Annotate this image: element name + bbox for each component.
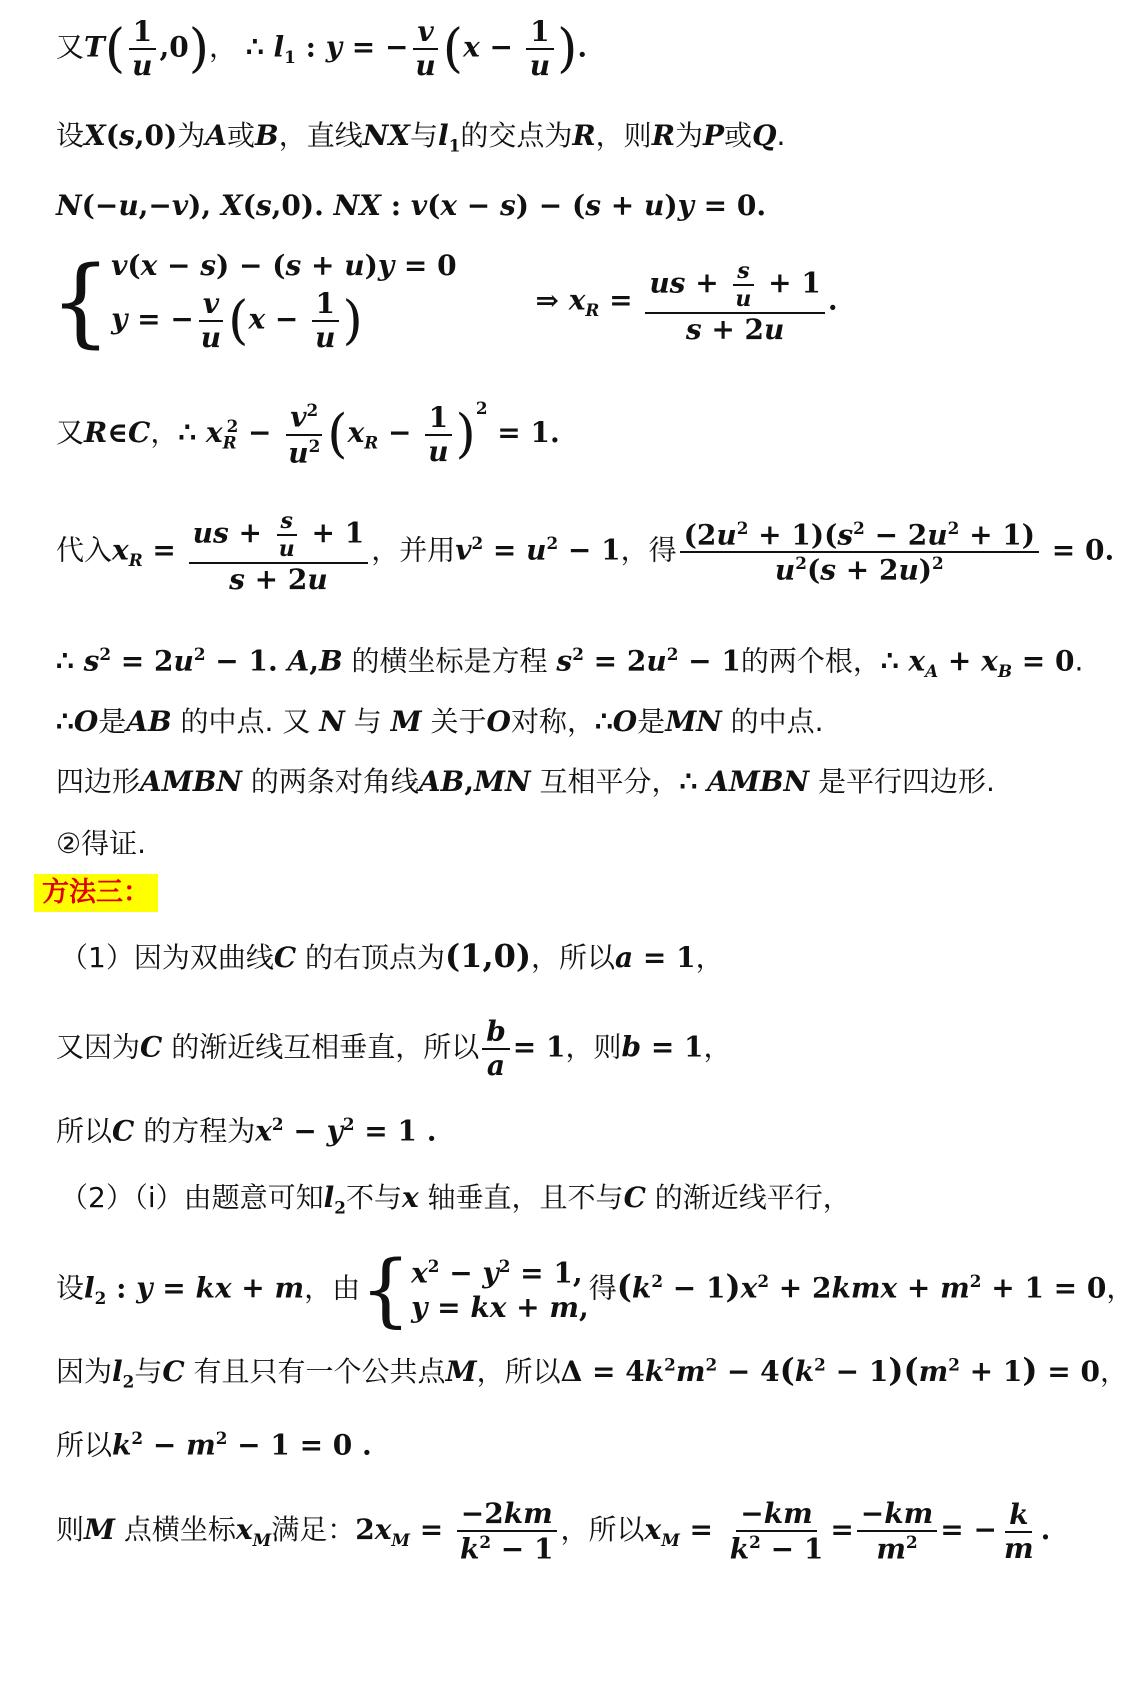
line-7: ∴ $s^2 = 2u^2 - 1$. A,B 的横坐标是方程 $s^2 = 2u^2 - 1$的两个根，∴ $x_A + x_B = 0$.: [56, 644, 1084, 681]
line-15: 设$l_2$ : y = kx + m，由{ $x^2 - y^2 = 1$, y = kx + m, 得$(k^2 - 1)x^2 + 2kmx + m^2 + 1 = 0$，: [56, 1243, 1134, 1336]
line-2: 设X(s,0)为A或B，直线NX与$l_1$的交点为R，则R为P或Q.: [56, 119, 786, 156]
line-9: 四边形AMBN 的两条对角线AB,MN 互相平分，∴ AMBN 是平行四边形.: [56, 765, 995, 798]
line-17: 所以$k^2 - m^2 - 1 = 0$ .: [56, 1428, 372, 1462]
line-14: （2）（ⅰ）由题意可知$l_2$不与x 轴垂直，且不与C 的渐近线平行，: [60, 1181, 851, 1218]
line-1: 又T( $\frac{1}{u}$ ,0)， ∴ $l_1$ : y = − $\frac{v}{u}$ (x − $\frac{1}{u}$ ).: [56, 15, 588, 82]
line-3: N(−u,−v), X(s,0). NX : v(x − s) − (s + u)y = 0.: [56, 189, 767, 222]
line-8: ∴O是AB 的中点. 又 N 与 M 关于O对称，∴O是MN 的中点.: [56, 705, 824, 738]
system-eq-1: v(x − s) − (s + u)y = 0: [111, 249, 457, 282]
system-1: { v(x − s) − (s + u)y = 0 y = − $\frac{v}{u}$ (x − $\frac{1}{u}$ ) ⇒ $x_R$ = us + $\frac{s}{u}$ + 1 s + 2u .: [50, 246, 838, 358]
line-11: （1）因为双曲线C 的右顶点为(1,0)，所以a = 1，: [60, 937, 724, 975]
line-10: ②得证.: [56, 827, 147, 860]
line-16: 因为$l_2$与C 有且只有一个公共点M，所以$\Delta = 4k^2m^2 - 4(k^2 - 1)(m^2 + 1) = 0$，: [56, 1351, 1128, 1392]
method-three-tag: 方法三：: [34, 874, 158, 912]
system-eq-2: y = − $\frac{v}{u}$ (x − $\frac{1}{u}$ ): [111, 287, 363, 354]
line-5: 又R∈C，∴ $x_R^2$ − $\frac{v^2}{u^2}$ ($x_R$ − $\frac{1}{u}$ )$^2$ = 1.: [56, 398, 560, 469]
line-12: 又因为C 的渐近线互相垂直，所以 $\frac{b}{a}$ = 1，则b = 1，: [56, 1015, 732, 1082]
line-6: 代入$x_R$ = us + $\frac{s}{u}$ + 1 s + 2u ，并用$v^2 = u^2 - 1$，得 $\frac{(2u^2 + 1)(s^2 - 2u^2 + 1)}{u^2(s + 2u)^2}$ = 0.: [56, 508, 1115, 596]
line-13: 所以C 的方程为$x^2 - y^2 = 1$ .: [56, 1114, 437, 1148]
line-18: 则M 点横坐标$x_M$满足：$2x_M$ = $\frac{-2km}{k^2 - 1}$ ，所以$x_M$ = $\frac{-km}{k^2 - 1}$ = $\frac{-km}{m^2}$ = − $\frac{k}{m}$ .: [56, 1497, 1051, 1566]
